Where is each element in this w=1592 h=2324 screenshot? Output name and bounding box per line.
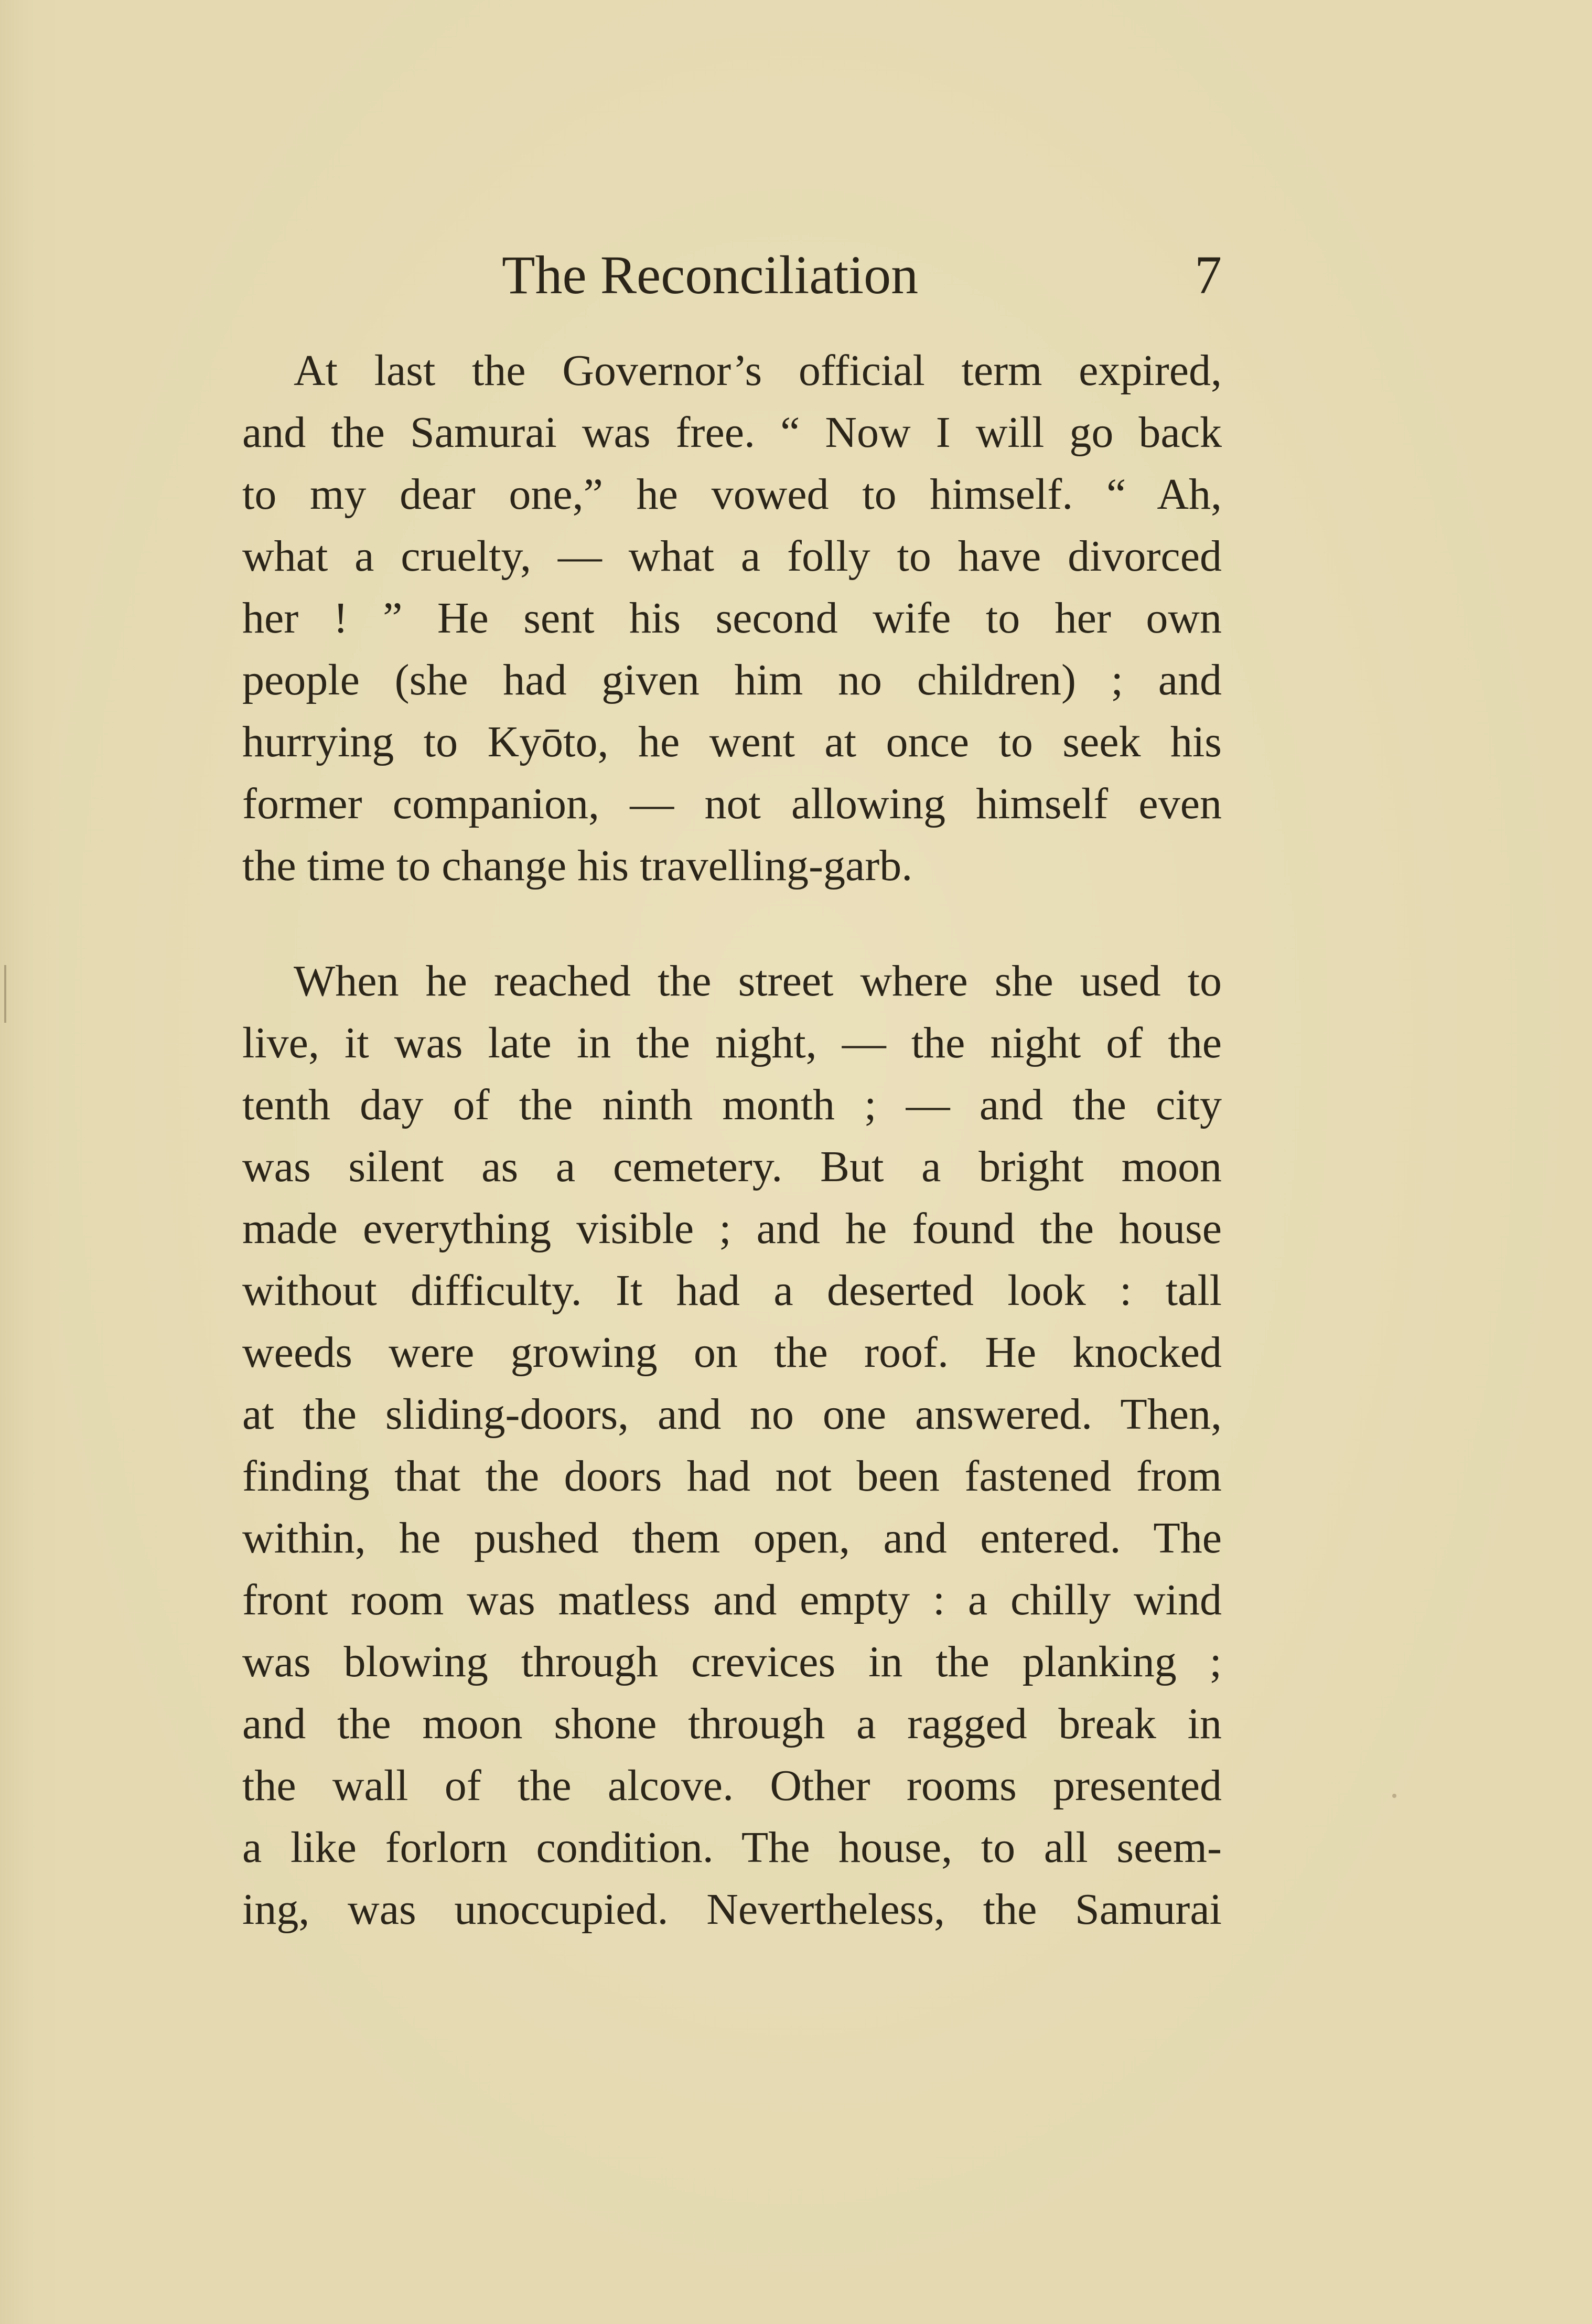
text-line: her ! ” He sent his second wife to her own [242, 594, 1222, 642]
text-line: At last the Governor’s official term expired, [294, 346, 1222, 395]
text-line: weeds were growing on the roof. He knocked [242, 1328, 1222, 1377]
text-line: within, he pushed them open, and entered. The [242, 1514, 1222, 1562]
page-number: 7 [1195, 245, 1222, 305]
text-line: a like forlorn condition. The house, to all seem- [242, 1823, 1222, 1872]
text-line: people (she had given him no children) ; and [242, 656, 1222, 704]
text-line: live, it was late in the night, — the night of the [242, 1019, 1222, 1067]
text-line: former companion, — not allowing himself even [242, 779, 1222, 828]
text-line: ing, was unoccupied. Nevertheless, the Samurai [242, 1885, 1222, 1934]
paper-speck [1392, 1794, 1396, 1798]
page-header [242, 241, 1222, 309]
paragraph-gap [242, 897, 1222, 950]
text-line: hurrying to Kyōto, he went at once to seek his [242, 717, 1222, 766]
page-edge-mark [4, 965, 6, 1023]
body-text [242, 340, 1222, 1941]
text-line: to my dear one,” he vowed to himself. “ Ah, [242, 470, 1222, 519]
text-line: without difficulty. It had a deserted look : tall [242, 1266, 1222, 1315]
text-line: finding that the doors had not been fastened from [242, 1452, 1222, 1501]
text-line: tenth day of the ninth month ; — and the city [242, 1080, 1222, 1129]
text-line: front room was matless and empty : a chilly wind [242, 1576, 1222, 1624]
text-line: at the sliding-doors, and no one answered. Then, [242, 1390, 1222, 1439]
text-line: was silent as a cemetery. But a bright moon [242, 1142, 1222, 1191]
paragraph-2 [242, 950, 1222, 1941]
text-line: what a cruelty, — what a folly to have divorced [242, 532, 1222, 581]
text-line: the time to change his travelling-garb. [242, 841, 913, 890]
running-title: The Reconciliation [502, 245, 919, 305]
text-line: was blowing through crevices in the planking ; [242, 1637, 1222, 1686]
text-line: When he reached the street where she used to [294, 957, 1222, 1005]
text-line: the wall of the alcove. Other rooms presented [242, 1761, 1222, 1810]
text-line: and the Samurai was free. “ Now I will go back [242, 408, 1222, 457]
text-line: made everything visible ; and he found the house [242, 1204, 1222, 1253]
text-line: and the moon shone through a ragged break in [242, 1699, 1222, 1748]
paragraph-1 [242, 340, 1222, 897]
